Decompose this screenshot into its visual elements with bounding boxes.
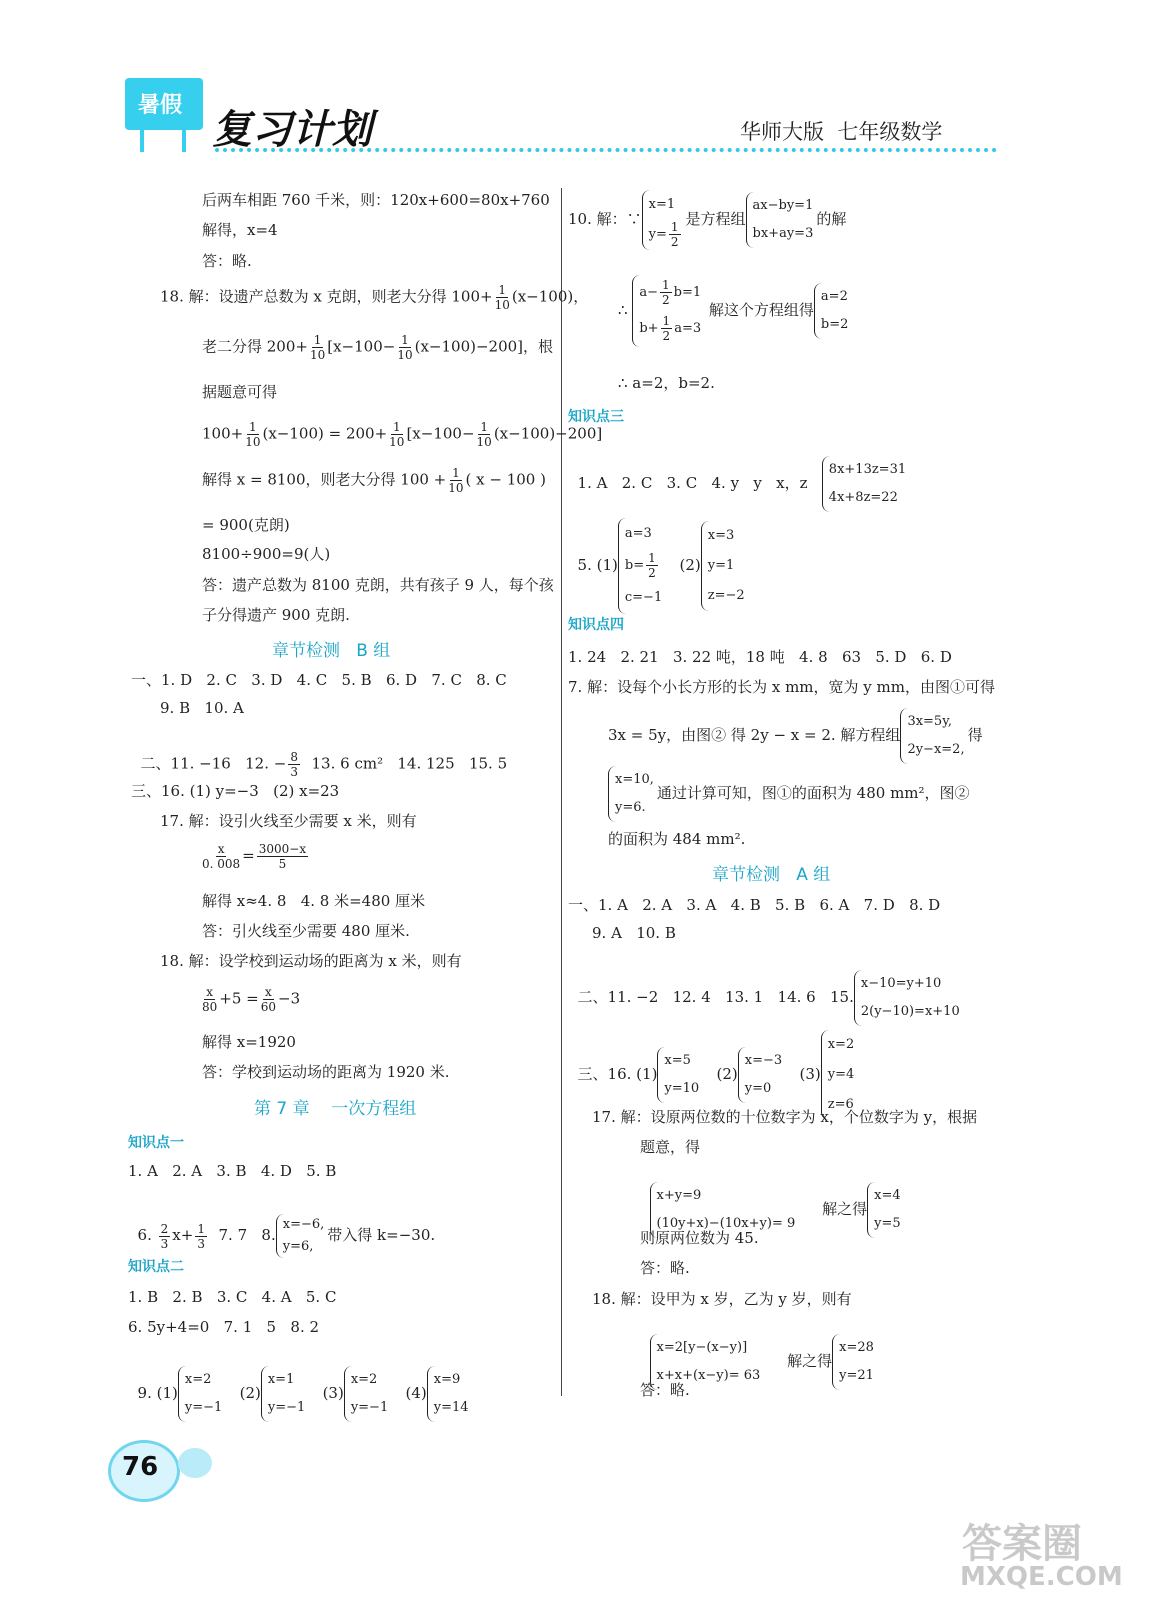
k4-line-5: 的面积为 484 mm². — [608, 830, 746, 848]
a-answers-3: 二、11. −2 12. 4 13. 1 14. 6 15. x−10=y+10 2(y−10)=x+10 — [568, 952, 963, 1026]
equation-system: a=2 b=2 — [814, 283, 852, 339]
a17-line-2: 题意，得 — [640, 1138, 701, 1156]
k3-answers-2: 5. (1) a=3 b= $\frac{1}{2}$ c=−1 (2) x=3 y=1 z=−2 — [568, 500, 748, 614]
q18-line-6: = 900(克朗) — [202, 516, 290, 534]
k2-answers-3: 9. (1) x=2 y=−1 (2) x=1 y=−1 (3) x=2 y=−1 (4) x=9 y=14 — [128, 1348, 472, 1422]
fraction: $\frac{x}{80}$ — [202, 985, 218, 1014]
equation-system: x=−6, y=6, — [276, 1214, 328, 1258]
chapter-heading: 第 7 章 一次方程组 — [254, 1099, 417, 1119]
page-title: 复习计划 — [212, 107, 372, 153]
q10-line-3: ∴ a=2，b=2. — [618, 374, 715, 392]
page-subtitle: 华师大版 七年级数学 — [740, 120, 943, 144]
equation-system: a=3 b= $\frac{1}{2}$ c=−1 — [618, 518, 665, 614]
equation-system: x=2 y=−1 — [178, 1366, 225, 1422]
q18b-equation: $\frac{x}{80}$ +5 = $\frac{x}{60}$ −3 — [202, 985, 301, 1014]
q10-line-2: ∴ a− $\frac{1}{2}$ b=1 b+ $\frac{1}{2}$ a=3 解这个方程组得 a=2 b=2 — [618, 275, 851, 347]
k3-answers-1: 1. A 2. C 3. C 4. y y x，z 8x+13z=31 4x+8z=22 — [568, 438, 909, 512]
fraction: $\frac{1}{10}$ — [397, 333, 413, 362]
k1-answers-2: 6. $\frac{2}{3}$ x+ $\frac{1}{3}$ 7. 7 8. x=−6, y=6, 带入得 k=−30. — [128, 1196, 435, 1258]
fraction: $\frac{1}{10}$ — [448, 466, 464, 495]
q18-text: 18. 解：设遗产总数为 x 克朗，则老大分得 100+ — [160, 287, 493, 306]
fraction: $\frac{1}{2}$ — [662, 314, 671, 343]
b-answers-1: 一、1. D 2. C 3. D 4. C 5. B 6. D 7. C 8. C — [131, 671, 507, 689]
q18-line-2: 老二分得 200+ $\frac{1}{10}$ [x−100− $\frac{1}{10}$ (x−100)−200]，根 — [202, 333, 554, 362]
mascot-icon — [178, 1448, 212, 1478]
q18-solve: 解得 x = 8100，则老大分得 100 + $\frac{1}{10}$ ( x − 100 ) — [202, 466, 546, 495]
fraction: $\frac{1}{10}$ — [494, 283, 510, 312]
k4-answers-1: 1. 24 2. 21 3. 22 吨，18 吨 4. 8 63 5. D 6. D — [568, 648, 952, 666]
b-answers-2: 9. B 10. A — [160, 699, 244, 717]
equation-system: ax−by=1 bx+ay=3 — [746, 192, 817, 248]
a17-line-4: 则原两位数为 45. — [640, 1229, 759, 1247]
fraction: $\frac{1}{10}$ — [389, 420, 405, 449]
equation-system: x=−3 y=0 — [738, 1047, 785, 1103]
a17-line-1: 17. 解：设原两位数的十位数字为 x，个位数字为 y，根据 — [592, 1108, 978, 1126]
k4-line-3: 3x = 5y，由图② 得 2y − x = 2. 解方程组 3x=5y, 2y−x=2, 得 — [608, 708, 983, 764]
left-line-3: 答：略. — [202, 252, 252, 270]
k2-answers-1: 1. B 2. B 3. C 4. A 5. C — [128, 1288, 337, 1306]
equation-system: x+y=9 (10y+x)−(10x+y)= 9 — [650, 1182, 799, 1238]
fraction: $\frac{2}{3}$ — [160, 1221, 169, 1251]
fraction: $\frac{x}{0. 008}$ — [202, 842, 241, 871]
q17-line-4: 答：引火线至少需要 480 厘米. — [202, 922, 410, 940]
q17-equation: $\frac{x}{0. 008}$ = $\frac{3000-x}{5}$ — [202, 842, 307, 871]
left-line-1: 后两车相距 760 千米，则：120x+600=80x+760 — [202, 191, 550, 209]
fraction: $\frac{8}{3}$ — [290, 750, 298, 779]
page-number: 76 — [122, 1452, 159, 1482]
fraction: $\frac{1}{10}$ — [476, 420, 492, 449]
q18-equation: 100+ $\frac{1}{10}$ (x−100) = 200+ $\frac{1}{10}$ [x−100− $\frac{1}{10}$ (x−100)−200] — [202, 420, 603, 449]
q18b-line-1: 18. 解：设学校到运动场的距离为 x 米，则有 — [160, 952, 462, 970]
q18b-line-3: 解得 x=1920 — [202, 1033, 296, 1051]
equation-system: x=5 y=10 — [657, 1047, 702, 1103]
fraction: $\frac{1}{10}$ — [309, 333, 326, 362]
a18-line-3: 答：略. — [640, 1381, 690, 1399]
a-answers-2: 9. A 10. B — [592, 924, 676, 942]
section-heading-b: 章节检测 B 组 — [272, 641, 391, 661]
q18-text-end: (x−100)， — [511, 287, 589, 306]
equation-system: x=3 y=1 z=−2 — [701, 521, 748, 611]
fraction: $\frac{3000-x}{5}$ — [258, 842, 307, 871]
q17-line-3: 解得 x≈4. 8 4. 8 米=480 厘米 — [202, 892, 426, 910]
a-answers-4: 三、16. (1) x=5 y=10 (2) x=−3 y=0 (3) x=2 y=4 z=6 — [568, 1012, 857, 1120]
badge-leg-left — [140, 128, 144, 152]
equation-system: x=10, y=6. — [608, 766, 657, 822]
badge-leg-right — [182, 128, 186, 152]
b-answers-4: 三、16. (1) y=−3 (2) x=23 — [131, 782, 340, 800]
fraction: $\frac{1}{10}$ — [245, 420, 261, 449]
k2-answers-2: 6. 5y+4=0 7. 1 5 8. 2 — [128, 1318, 320, 1336]
badge-label: 暑假 — [138, 93, 183, 118]
knowledge-point-3: 知识点三 — [568, 409, 624, 425]
watermark-logo: 答案圈 — [962, 1521, 1082, 1567]
k1-answers-1: 1. A 2. A 3. B 4. D 5. B — [128, 1162, 337, 1180]
a18-line-2: x=2[y−(x−y)] x+x+(x−y)= 63 解之得 x=28 y=21 — [640, 1316, 877, 1390]
header-dotted-rule — [215, 148, 997, 152]
column-divider — [561, 188, 562, 1396]
k4-line-4: x=10, y=6. 通过计算可知，图①的面积为 480 mm²，图② — [608, 766, 970, 822]
q18-line-1 — [160, 283, 588, 312]
fraction: $\frac{1}{2}$ — [648, 551, 656, 580]
a17-line-3: x+y=9 (10y+x)−(10x+y)= 9 解之得 x=4 y=5 — [640, 1164, 904, 1238]
section-heading-a: 章节检测 A 组 — [712, 865, 831, 885]
fraction: $\frac{1}{2}$ — [670, 220, 679, 249]
equation-system: x=2 y=−1 — [344, 1366, 391, 1422]
fraction: $\frac{1}{3}$ — [197, 1221, 205, 1251]
equation-system: x=28 y=21 — [832, 1334, 877, 1390]
equation-system: 8x+13z=31 4x+8z=22 — [822, 456, 909, 512]
knowledge-point-4: 知识点四 — [568, 617, 624, 633]
k4-line-2: 7. 解：设每个小长方形的长为 x mm，宽为 y mm，由图①可得 — [568, 678, 995, 696]
a-answers-1: 一、1. A 2. A 3. A 4. B 5. B 6. A 7. D 8. D — [568, 896, 941, 914]
a17-line-5: 答：略. — [640, 1259, 690, 1277]
q17-line-1: 17. 解：设引火线至少需要 x 米，则有 — [160, 812, 417, 830]
equation-system: x=1 y= $\frac{1}{2}$ — [642, 190, 686, 250]
equation-system: a− $\frac{1}{2}$ b=1 b+ $\frac{1}{2}$ a=3 — [632, 275, 704, 347]
equation-system: x=1 y=−1 — [261, 1366, 308, 1422]
a18-line-1: 18. 解：设甲为 x 岁，乙为 y 岁，则有 — [592, 1290, 852, 1308]
q10-line-1: 10. 解：∵ x=1 y= $\frac{1}{2}$ 是方程组 ax−by=1 bx+ay=3 的解 — [568, 190, 846, 250]
q18-line-9: 子分得遗产 900 克朗. — [202, 606, 350, 624]
watermark-url: MXQE.COM — [960, 1562, 1123, 1592]
equation-system: x=2 y=4 z=6 — [821, 1030, 858, 1120]
knowledge-point-1: 知识点一 — [128, 1135, 184, 1151]
q18b-line-4: 答：学校到运动场的距离为 1920 米. — [202, 1063, 450, 1081]
fraction: $\frac{1}{2}$ — [661, 278, 670, 307]
q18-line-3: 据题意可得 — [202, 383, 278, 401]
equation-system: x=9 y=14 — [427, 1366, 472, 1422]
equation-system: x−10=y+10 2(y−10)=x+10 — [854, 970, 963, 1026]
knowledge-point-2: 知识点二 — [128, 1259, 184, 1275]
left-line-2: 解得，x=4 — [202, 221, 278, 239]
b-answers-3: 二、11. −16 12. − $\frac{8}{3}$ 13. 6 cm² 14. 125 15. 5 — [140, 750, 508, 779]
equation-system: x=4 y=5 — [867, 1182, 904, 1238]
equation-system: x=2[y−(x−y)] x+x+(x−y)= 63 — [650, 1334, 764, 1390]
equation-system: 3x=5y, 2y−x=2, — [900, 708, 967, 764]
header — [0, 0, 1155, 170]
q18-line-8: 答：遗产总数为 8100 克朗，共有孩子 9 人，每个孩 — [202, 576, 554, 594]
fraction: $\frac{x}{60}$ — [260, 985, 277, 1014]
q18-line-7: 8100÷900=9(人) — [202, 545, 331, 563]
